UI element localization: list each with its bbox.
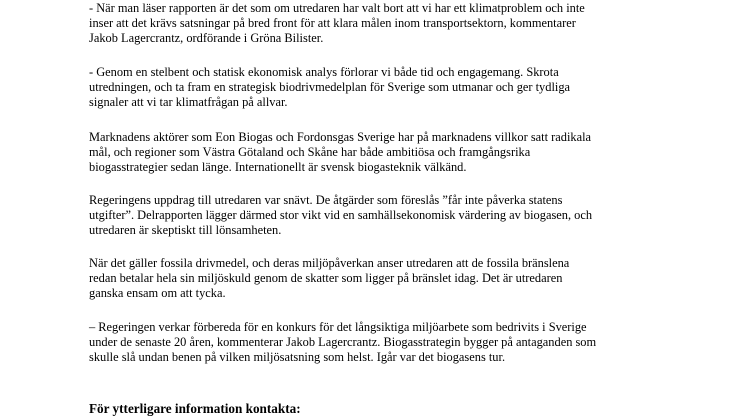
paragraph-line: När det gäller fossila drivmedel, och deras miljöpåverkan anser utredaren att de fossila bränslena — [89, 256, 570, 270]
paragraph-line: biogasstrategier sedan länge. Internationellt är svensk biogasteknik välkänd. — [89, 160, 467, 174]
paragraph-1 — [89, 1, 585, 46]
paragraph-line: - Genom en stelbent och statisk ekonomisk analys förlorar vi både tid och engagemang. Skrota — [89, 65, 559, 79]
paragraph-3 — [89, 130, 591, 175]
paragraph-line: skulle slå undan benen på vilken miljösatsning som helst. Igår var det biogasens tur. — [89, 350, 506, 364]
paragraph-6 — [89, 320, 596, 365]
contact-heading: För ytterligare information kontakta: — [89, 401, 301, 416]
paragraph-line: redan betalar hela sin miljöskuld genom de skatter som ligger på bränslet idag. Det är utredaren — [89, 271, 563, 285]
paragraph-5 — [89, 256, 569, 301]
paragraph-line: Marknadens aktörer som Eon Biogas och Fordonsgas Sverige har på marknadens villkor satt radikala — [89, 130, 592, 144]
paragraph-4 — [89, 193, 592, 238]
paragraph-line: utgifter”. Delrapporten lägger därmed stor vikt vid en samhällsekonomisk värdering av biogasen, och — [89, 208, 593, 222]
paragraph-line: - När man läser rapporten är det som om utredaren har valt bort att vi har ett klimatproblem och inte — [89, 1, 585, 15]
paragraph-line: inser att det krävs satsningar på bred front för att klara målen inom transportsektorn, kommentarer — [89, 16, 576, 30]
paragraph-line: Jakob Lagercrantz, ordförande i Gröna Bilister. — [89, 31, 324, 45]
paragraph-line: utredaren är skeptiskt till lönsamheten. — [89, 223, 282, 237]
paragraph-line: Regeringens uppdrag till utredaren var snävt. De åtgärder som föreslås ”får inte påverka statens — [89, 193, 563, 207]
paragraph-line: under de senaste 20 åren, kommenterar Jakob Lagercrantz. Biogasstrategin bygger på antaganden som — [89, 335, 597, 349]
paragraph-line: ganska ensam om att tycka. — [89, 286, 226, 300]
paragraph-line: utredningen, och ta fram en strategisk biodrivmedelplan för Sverige som utmanar och ger tydliga — [89, 80, 571, 94]
paragraph-line: mål, och regioner som Västra Götaland och Skåne har både ambitiösa och framgångsrika — [89, 145, 531, 159]
paragraph-line: – Regeringen verkar förbereda för en konkurs för det långsiktiga miljöarbete som bedrivits i Sverige — [89, 320, 587, 334]
paragraph-2 — [89, 65, 570, 110]
paragraph-line: signaler att vi tar klimatfrågan på allvar. — [89, 95, 288, 109]
